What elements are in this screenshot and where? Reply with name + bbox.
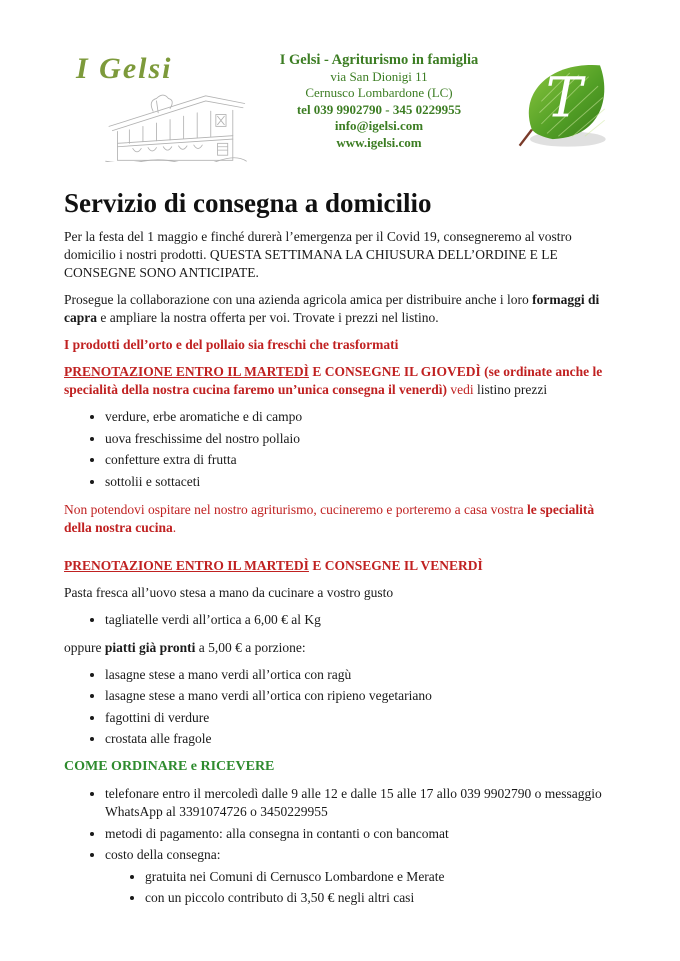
letterhead xyxy=(0,0,680,162)
list-item: • crostata alle fragole xyxy=(105,730,618,748)
logo-left xyxy=(70,46,252,162)
collab-text-pre: Prosegue la collaborazione con una azienda agricola amica per distribuire anche i loro xyxy=(64,292,533,307)
pasta-list xyxy=(64,611,618,629)
ready-dishes-paragraph xyxy=(64,639,618,657)
document-body xyxy=(64,228,618,907)
list-item: • sottolii e sottaceti xyxy=(105,473,618,491)
list-item: • tagliatelle verdi all’ortica a 6,00 € al Kg xyxy=(105,611,618,629)
leaf-logo-icon xyxy=(513,54,617,158)
city-line: Cernusco Lombardone (LC) xyxy=(305,85,453,100)
delivery-cost-sublist xyxy=(105,868,618,908)
farmhouse-sketch-icon xyxy=(100,84,252,162)
letterhead-contact-block xyxy=(252,46,506,151)
list-item: • metodi di pagamento: alla consegna in contanti o con bancomat xyxy=(105,825,618,843)
list-item: • uova freschissime del nostro pollaio xyxy=(105,430,618,448)
oppure-pre: oppure xyxy=(64,639,105,655)
ordering-list xyxy=(64,785,618,907)
list-item: • confetture extra di frutta xyxy=(105,451,618,469)
list-item: • verdure, erbe aromatiche e di campo xyxy=(105,408,618,426)
email-line: info@igelsi.com xyxy=(334,118,424,133)
list-item: • telefonare entro il mercoledì dalle 9 alle 12 e dalle 15 alle 17 allo 039 9902790 o messaggio WhatsApp al 3391074726 o 3450229955 xyxy=(105,785,618,821)
pasta-intro-paragraph xyxy=(64,584,618,602)
logo-right xyxy=(506,46,624,158)
ordering-heading xyxy=(64,758,618,776)
phone-line: tel 039 9902790 - 345 0229955 xyxy=(296,101,462,117)
list-item: • gratuita nei Comuni di Cernusco Lombardone e Merate xyxy=(145,868,618,886)
website-line: www.igelsi.com xyxy=(336,134,422,150)
collaboration-paragraph xyxy=(64,291,618,327)
booking-thu-underlined: PRENOTAZIONE ENTRO IL MARTEDÌ xyxy=(64,364,309,379)
booking-thu-vedi: vedi xyxy=(447,382,474,397)
products-list xyxy=(64,408,618,491)
collab-text-post: e ampliare la nostra offerta per voi. Trovate i prezzi nel listino. xyxy=(97,310,439,325)
list-item: • con un piccolo contributo di 3,50 € negli altri casi xyxy=(145,889,618,907)
logo-script-text: I Gelsi xyxy=(76,52,173,85)
page-title: Servizio di consegna a domicilio xyxy=(64,188,432,218)
cucina-note-bold: le specialità della nostra cucina xyxy=(64,501,595,535)
ordering-heading-text: COME ORDINARE e RICEVERE xyxy=(64,759,275,774)
cucina-note-post: . xyxy=(172,519,177,535)
address-line: via San Dionigi 11 xyxy=(330,68,428,84)
booking-fri-rest: E CONSEGNE IL VENERDÌ xyxy=(308,557,483,573)
list-item: • lasagne stese a mano verdi all’ortica con ripieno vegetariano xyxy=(105,687,618,705)
delivery-cost-label: costo della consegna: xyxy=(105,847,221,862)
cucina-note-paragraph xyxy=(64,501,618,537)
booking-friday-heading xyxy=(64,557,618,575)
booking-fri-underlined: PRENOTAZIONE ENTRO IL MARTEDÌ xyxy=(64,557,309,573)
cucina-note-pre: Non potendovi ospitare nel nostro agriturismo, cucineremo e porteremo a casa vostra xyxy=(64,501,527,517)
collab-text-bold: formaggi di capra xyxy=(64,292,600,325)
oppure-post: a 5,00 € a porzione: xyxy=(195,639,306,655)
booking-thursday-heading xyxy=(64,363,618,399)
fresh-products-text: I prodotti dell’orto e del pollaio sia freschi che trasformati xyxy=(64,337,399,352)
fresh-products-line xyxy=(64,336,618,354)
intro-paragraph xyxy=(64,228,618,282)
list-item: • lasagne stese a mano verdi all’ortica con ragù xyxy=(105,666,618,684)
oppure-bold: piatti già pronti xyxy=(104,639,196,655)
booking-thu-listino: listino prezzi xyxy=(473,382,548,397)
business-name: I Gelsi - Agriturismo in famiglia xyxy=(279,52,479,68)
pasta-intro-text: Pasta fresca all’uovo stesa a mano da cucinare a vostro gusto xyxy=(64,584,394,600)
dishes-list xyxy=(64,666,618,749)
list-item xyxy=(105,846,618,907)
list-item: • fagottini di verdure xyxy=(105,709,618,727)
booking-thu-rest: E CONSEGNE IL GIOVEDÌ (se ordinate anche le specialità della nostra cucina faremo un’unica consegna il venerdì) xyxy=(64,364,603,397)
leaf-letter: T xyxy=(545,65,583,130)
intro-text: Per la festa del 1 maggio e finché durerà l’emergenza per il Covid 19, consegneremo al vostro domicilio i nostri prodotti. QUESTA SETTIMANA LA CHIUSURA DELL’ORDINE E LE CONSEGNE SONO ANTICIPATE. xyxy=(64,229,572,280)
